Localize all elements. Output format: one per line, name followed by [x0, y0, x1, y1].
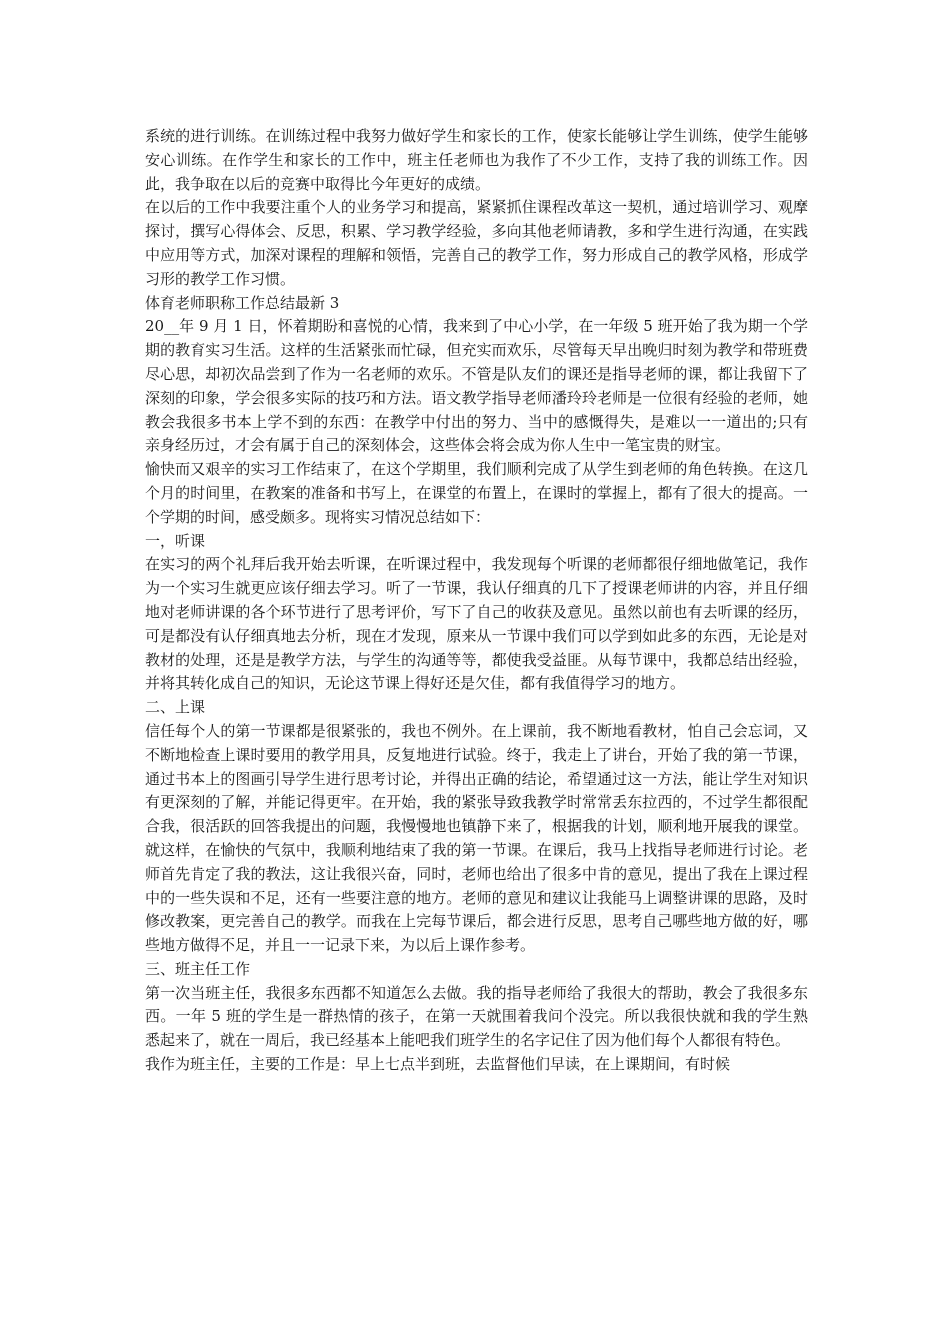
paragraph-teaching: 信任每个人的第一节课都是很紧张的，我也不例外。在上课前，我不断地看教材，怕自己会忘词，又不断地检查上课时要用的教学用具，反复地进行试验。终于，我走上了讲台，开始了我的第一节课，通过书本上的图画引导学生进行思考讨论，并得出正确的结论，希望通过这一方法，能让学生对知识有更深刻的了解，并能记得更牢。在开始，我的紧张导致我教学时常常丢东拉西的，不过学生都很配合我，很活跃的回答我提出的问题，我慢慢地也镇静下来了，根据我的计划，顺利地开展我的课堂。就这样，在愉快的气氛中，我顺利地结束了我的第一节课。在课后，我马上找指导老师进行讨论。老师首先肯定了我的教法，这让我很兴奋，同时，老师也给出了很多中肯的意见，提出了我在上课过程中的一些失误和不足，还有一些要注意的地方。老师的意见和建议让我能马上调整讲课的思路，及时修改教案，更完善自己的教学。而我在上完每节课后，都会进行反思，思考自己哪些地方做的好，哪些地方做得不足，并且一一记录下来，为以后上课作参考。 — [145, 721, 808, 955]
paragraph-listening: 在实习的两个礼拜后我开始去听课，在听课过程中，我发现每个听课的老师都很仔细地做笔记，我作为一个实习生就更应该仔细去学习。听了一节课，我认仔细真的几下了授课老师讲的内容，并且仔细地对老师讲课的各个环节进行了思考评价，写下了自己的收获及意见。虽然以前也有去听课的经历，可是都没有认仔细真地去分析，现在才发现，原来从一节课中我们可以学到如此多的东西，无论是对教材的处理，还是是教学方法，与学生的沟通等等，都使我受益匪。从每节课中，我都总结出经验，并将其转化成自己的知识，无论这节课上得好还是欠佳，都有我值得学习的地方。 — [145, 555, 808, 693]
paragraph-internship-summary: 愉快而又艰辛的实习工作结束了，在这个学期里，我们顺利完成了从学生到老师的角色转换。在这几个月的时间里，在教案的准备和书写上，在课堂的布置上，在课时的掌握上，都有了很大的提高。一个学期的时间，感受颇多。现将实习情况总结如下： — [145, 460, 808, 526]
paragraph-homeroom-duties: 我作为班主任，主要的工作是：早上七点半到班，去监督他们早读，在上课期间，有时候 — [145, 1055, 731, 1074]
paragraph-homeroom: 第一次当班主任，我很多东西都不知道怎么去做。我的指导老师给了我很大的帮助，教会了我很多东西。一年 5 班的学生是一群热情的孩子，在第一天就围着我问个没完。所以我很快就和我的学生熟悉起来了，就在一周后，我已经基本上能吧我们班学生的名字记住了因为他们每个人都很有特色。 — [145, 983, 808, 1050]
heading-homeroom: 三、班主任工作 — [145, 959, 251, 978]
document-body — [145, 125, 808, 1077]
paragraph-internship-intro: 20__年 9 月 1 日，怀着期盼和喜悦的心情，我来到了中心小学，在一年级 5 班开始了我为期一个学期的教育实习生活。这样的生活紧张而忙碌，但充实而欢乐，尽管每天早出晚归时刻为教学和带班费尽心思，却初次品尝到了作为一名老师的欢乐。不管是队友们的课还是指导老师的课，都让我留下了深刻的印象，学会很多实际的技巧和方法。语文教学指导老师潘玲玲老师是一位很有经验的老师，她教会我很多书本上学不到的东西：在教学中付出的努力、当中的感慨得失，是难以一一道出的;只有亲身经历过，才会有属于自己的深刻体会，这些体会将会成为你人生中一笔宝贵的财宝。 — [145, 317, 808, 455]
heading-listening: 一，听课 — [145, 531, 206, 550]
section-title: 体育老师职称工作总结最新 3 — [145, 293, 340, 312]
heading-teaching: 二、上课 — [145, 698, 206, 717]
paragraph-future-work: 在以后的工作中我要注重个人的业务学习和提高，紧紧抓住课程改革这一契机，通过培训学习、观摩探讨，撰写心得体会、反思，积累、学习教学经验，多向其他老师请教，多和学生进行沟通，在实践中应用等方式，加深对课程的理解和领悟，完善自己的教学工作，努力形成自己的教学风格，形成学习形的教学工作习惯。 — [145, 198, 808, 288]
paragraph-training-continued: 系统的进行训练。在训练过程中我努力做好学生和家长的工作，使家长能够让学生训练，使学生能够安心训练。在作学生和家长的工作中，班主任老师也为我作了不少工作，支持了我的训练工作。因此，我争取在以后的竞赛中取得比今年更好的成绩。 — [145, 127, 808, 193]
